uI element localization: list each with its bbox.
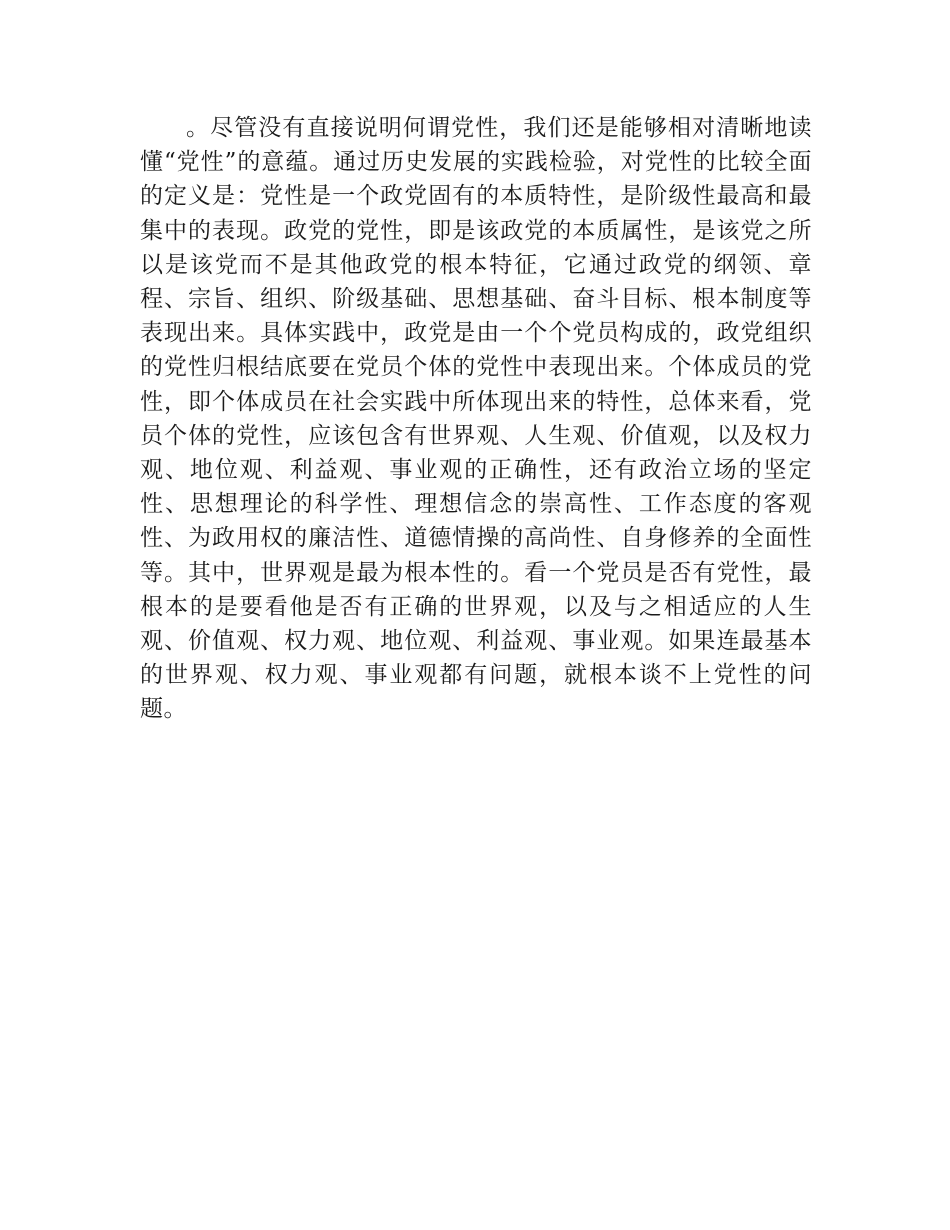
body-paragraph: 。尽管没有直接说明何谓党性，我们还是能够相对清晰地读懂“党性”的意蕴。通过历史发展的实践检验，对党性的比较全面的定义是：党性是一个政党固有的本质特性，是阶级性最高和最集中的表现。政党的党性，即是该政党的本质属性，是该党之所以是该党而不是其他政党的根本特征，它通过政党的纲领、章程、宗旨、组织、阶级基础、思想基础、奋斗目标、根本制度等表现出来。具体实践中，政党是由一个个党员构成的，政党组织的党性归根结底要在党员个体的党性中表现出来。个体成员的党性，即个体成员在社会实践中所体现出来的特性，总体来看，党员个体的党性，应该包含有世界观、人生观、价值观，以及权力观、地位观、利益观、事业观的正确性，还有政治立场的坚定性、思想理论的科学性、理想信念的崇高性、工作态度的客观性、为政用权的廉洁性、道德情操的高尚性、自身修养的全面性等。其中，世界观是最为根本性的。看一个党员是否有党性，最根本的是要看他是否有正确的世界观，以及与之相适应的人生观、价值观、权力观、地位观、利益观、事业观。如果连最基本的世界观、权力观、事业观都有问题，就根本谈不上党性的问题。 <box>140 115 812 723</box>
